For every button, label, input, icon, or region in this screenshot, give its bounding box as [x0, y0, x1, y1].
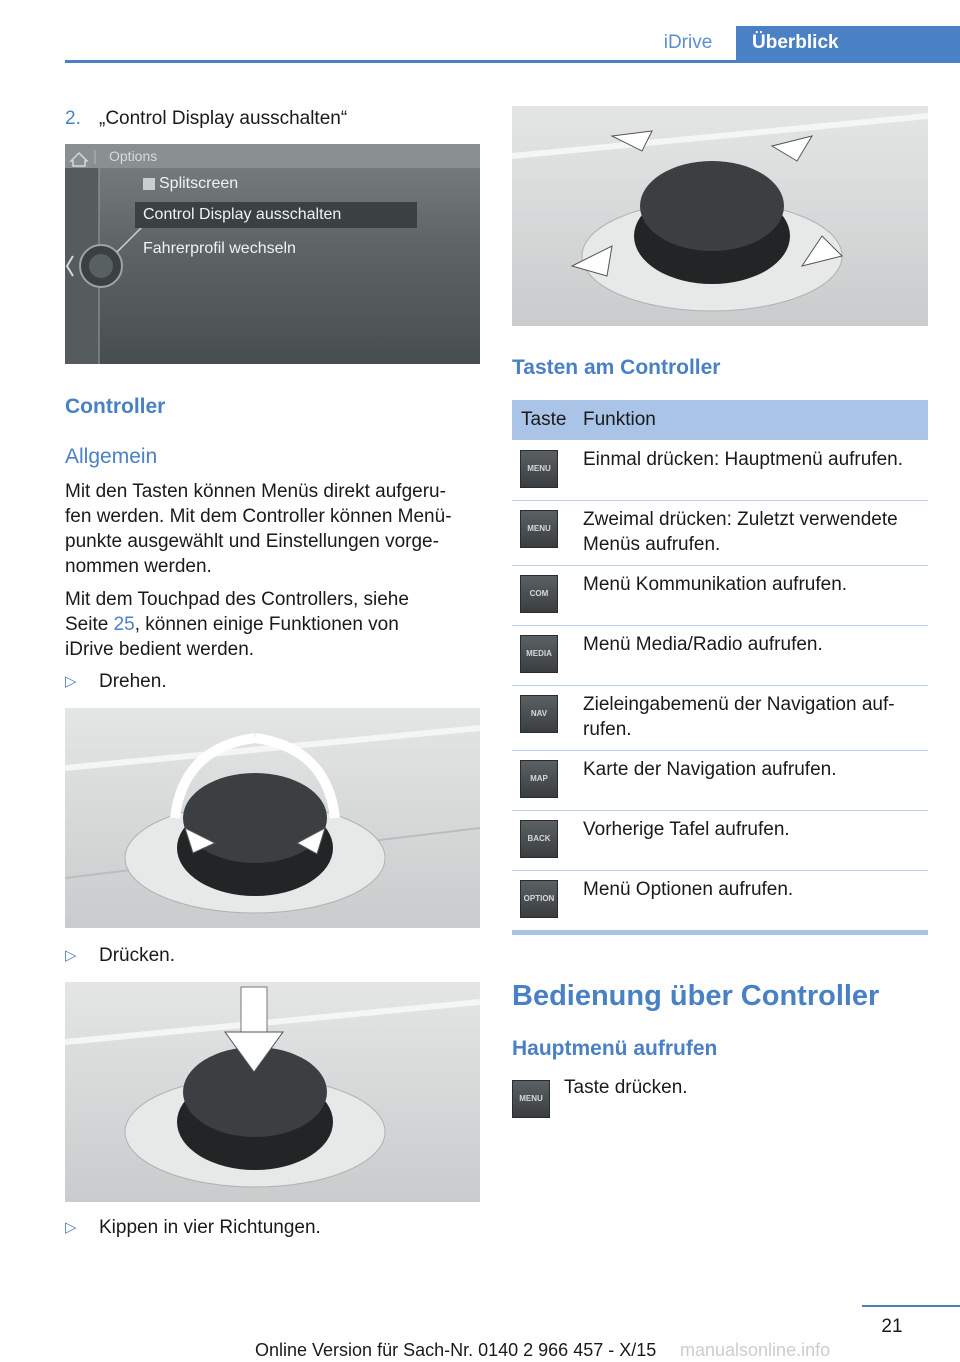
para1-line1: Mit den Tasten können Menüs direkt aufgeru- [65, 481, 446, 502]
row-function: Menü Kommunikation aufrufen. [583, 574, 848, 595]
table-row [512, 810, 928, 871]
control-display-figure [65, 144, 480, 364]
rotate-illustration [65, 708, 480, 928]
bullet-kippen: Kippen in vier Richtungen. [99, 1217, 321, 1238]
table-row [512, 565, 928, 626]
row-function: Einmal drücken: Hauptmenü aufrufen. [583, 449, 904, 470]
hauptmenue-heading: Hauptmenü aufrufen [512, 1037, 718, 1060]
table-row [512, 625, 928, 686]
footer-text: Online Version für Sach-Nr. 0140 2 966 457 - X/15 [255, 1340, 657, 1360]
col-taste: Taste [521, 409, 567, 430]
row-function: Menü Optionen aufrufen. [583, 879, 794, 900]
tilt-illustration [512, 106, 928, 326]
step-text: „Control Display ausschalten“ [99, 108, 348, 129]
screen-item-splitscreen: Splitscreen [159, 175, 239, 192]
com-key-icon: COM [520, 575, 558, 613]
table-row [512, 440, 928, 501]
drehen-figure [65, 708, 480, 928]
table-row [512, 750, 928, 811]
table-row [512, 685, 928, 751]
bullet-druecken: Drücken. [99, 945, 176, 966]
header-section: iDrive [663, 32, 713, 53]
screen-options-label: Options [109, 148, 158, 164]
table-header [512, 400, 928, 440]
header-tab: Überblick [736, 26, 960, 62]
splitscreen-icon [143, 178, 155, 190]
row-function: Zieleingabemenü der Navigation auf- rufen. [583, 694, 895, 740]
table-row [512, 500, 928, 566]
kippen-figure [512, 106, 928, 326]
druecken-figure [65, 982, 480, 1202]
para2-line3: iDrive bedient werden. [65, 639, 255, 660]
col-funktion: Funktion [583, 409, 656, 430]
page-link[interactable]: 25 [113, 614, 135, 635]
para2-line2: Seite 25, können einige Funktionen von [65, 614, 399, 635]
bullet-icon: ▷ [65, 1219, 77, 1236]
page-number: 21 [881, 1316, 903, 1337]
row-function: Menü Media/Radio aufrufen. [583, 634, 823, 655]
row-function: Karte der Navigation aufrufen. [583, 759, 837, 780]
nav-key-icon: NAV [520, 695, 558, 733]
back-key-icon: BACK [520, 820, 558, 858]
bullet-icon: ▷ [65, 673, 77, 690]
menu-key-icon: MENU [520, 510, 558, 548]
taste-druecken-text: Taste drücken. [564, 1077, 688, 1098]
step-number: 2. [65, 108, 81, 129]
press-illustration [65, 982, 480, 1202]
para1-line4: nommen werden. [65, 556, 212, 577]
screen-item-fahrerprofil: Fahrerprofil wechseln [143, 240, 296, 257]
tasten-heading: Tasten am Controller [512, 356, 721, 379]
allgemein-heading: Allgemein [65, 445, 158, 468]
table-row [512, 870, 928, 930]
bedienung-heading: Bedienung über Controller [512, 980, 880, 1012]
controller-heading: Controller [65, 395, 166, 418]
row-function: Zweimal drücken: Zuletzt verwendete Menüs aufrufen. [583, 509, 898, 555]
para1-line2: fen werden. Mit dem Controller können Menü- [65, 506, 452, 527]
bullet-drehen: Drehen. [99, 671, 167, 692]
map-key-icon: MAP [520, 760, 558, 798]
footer-rule [862, 1305, 960, 1307]
media-key-icon: MEDIA [520, 635, 558, 673]
bullet-icon: ▷ [65, 947, 77, 964]
header-rule [65, 60, 960, 63]
table-end-rule [512, 930, 928, 935]
menu-key-icon: MENU [520, 450, 558, 488]
watermark: manualsonline.info [680, 1340, 831, 1360]
para1-line3: punkte ausgewählt und Einstellungen vorge- [65, 531, 439, 552]
screen-item-control-display: Control Display ausschalten [143, 206, 342, 223]
row-function: Vorherige Tafel aufrufen. [583, 819, 790, 840]
option-key-icon: OPTION [520, 880, 558, 918]
menu-key-icon: MENU [512, 1080, 550, 1118]
para2-line1: Mit dem Touchpad des Controllers, siehe [65, 589, 409, 610]
